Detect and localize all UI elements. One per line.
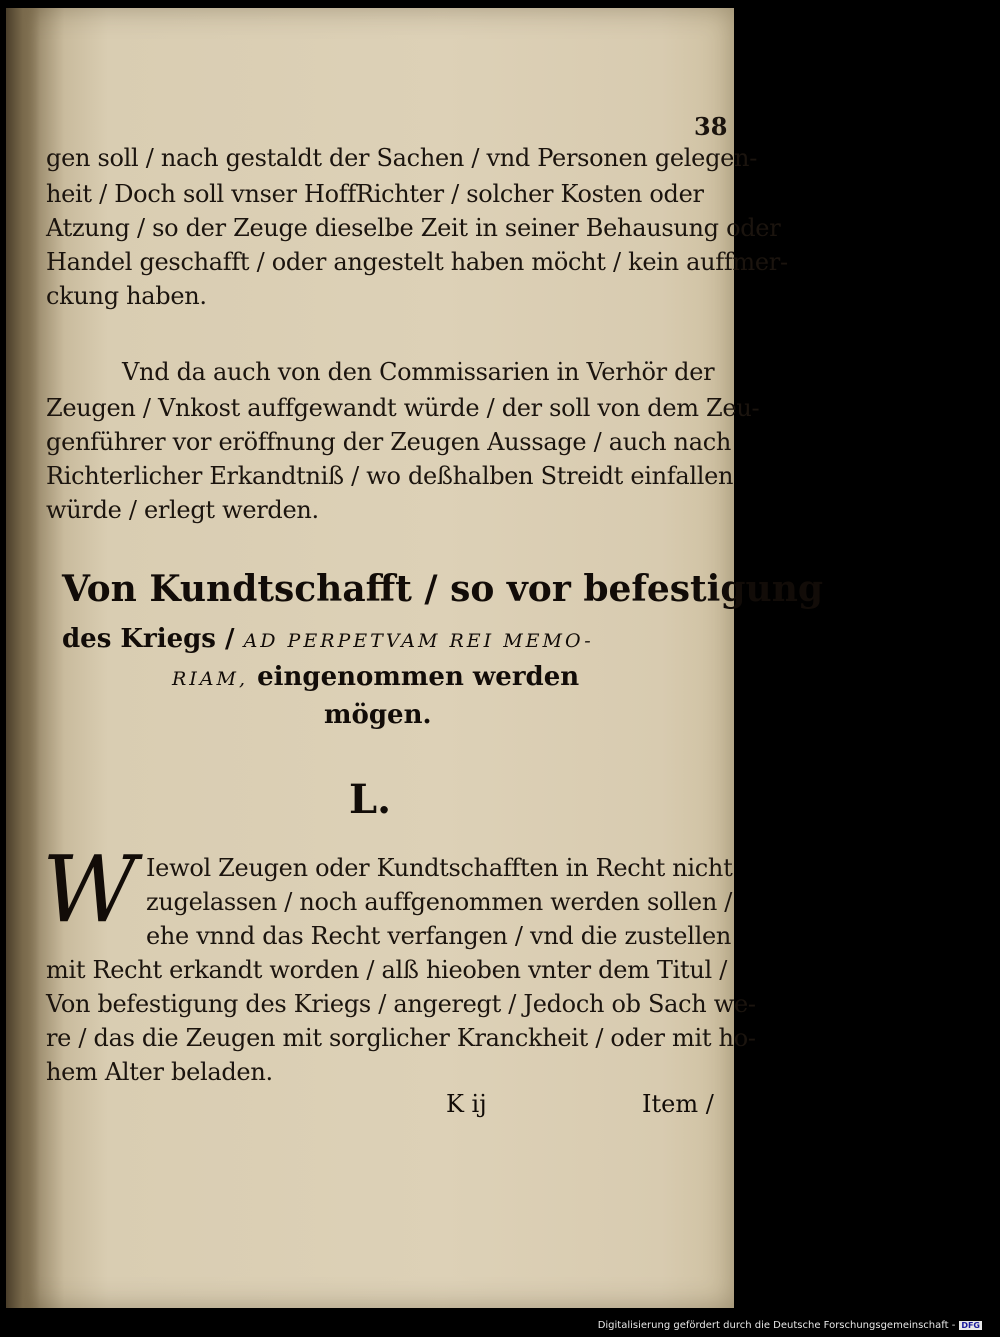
section-heading-line-4: mögen. (324, 700, 432, 730)
page-number: 38 (694, 112, 728, 141)
paragraph-2-line: würde / erlegt werden. (46, 496, 319, 524)
signature-mark: K ij (446, 1090, 487, 1118)
paragraph-3-line: Von befestigung des Kriegs / angeregt / Jedoch ob Sach we- (46, 990, 756, 1018)
heading-latin-text: AD PERPETVAM REI MEMO- (243, 630, 594, 652)
dfg-logo: DFG (961, 1321, 980, 1330)
paragraph-2-line: Zeugen / Vnkost auffgewandt würde / der soll von dem Zeu- (46, 394, 760, 422)
decorative-initial: W (42, 836, 137, 943)
paragraph-1-line: Atzung / so der Zeuge dieselbe Zeit in seiner Behausung oder (46, 214, 781, 242)
credit-text: Digitalisierung gefördert durch die Deutsche Forschungsgemeinschaft - (597, 1320, 956, 1331)
paragraph-2-line: genführer vor eröffnung der Zeugen Aussage / auch nach (46, 428, 732, 456)
heading-latin-text: RIAM, (172, 668, 249, 690)
digitization-credit (598, 1320, 982, 1331)
section-heading-line-3 (172, 662, 579, 692)
catchword: Item / (642, 1090, 714, 1118)
paragraph-2-line: Vnd da auch von den Commissarien in Verhör der (122, 358, 715, 386)
heading-text: des Kriegs / (62, 624, 235, 654)
paragraph-2-line: Richterlicher Erkandtniß / wo deßhalben Streidt einfallen (46, 462, 734, 490)
paragraph-1-line: heit / Doch soll vnser HoffRichter / solcher Kosten oder (46, 180, 704, 208)
paragraph-3-line: hem Alter beladen. (46, 1058, 273, 1086)
book-page (6, 8, 824, 1308)
section-heading-line-1: Von Kundtschafft / so vor befestigung (62, 568, 824, 610)
paragraph-3-line: zugelassen / noch auffgenommen werden sollen / (146, 888, 733, 916)
paragraph-1-line: gen soll / nach gestaldt der Sachen / vnd Personen gelegen- (46, 144, 758, 172)
paragraph-3-line: mit Recht erkandt worden / alß hieoben vnter dem Titul / (46, 956, 727, 984)
paragraph-3-line: re / das die Zeugen mit sorglicher Kranckheit / oder mit ho- (46, 1024, 756, 1052)
heading-text: eingenommen werden (257, 662, 580, 692)
paragraph-1-line: ckung haben. (46, 282, 207, 310)
section-number: L. (349, 776, 392, 823)
paragraph-3-line: ehe vnnd das Recht verfangen / vnd die zustellen (146, 922, 732, 950)
paragraph-1-line: Handel geschafft / oder angestelt haben möcht / kein auffmer- (46, 248, 788, 276)
page-gutter-shadow (6, 8, 40, 1308)
paragraph-3-line: Iewol Zeugen oder Kundtschafften in Recht nicht (146, 854, 733, 882)
section-heading-line-2 (62, 624, 594, 654)
